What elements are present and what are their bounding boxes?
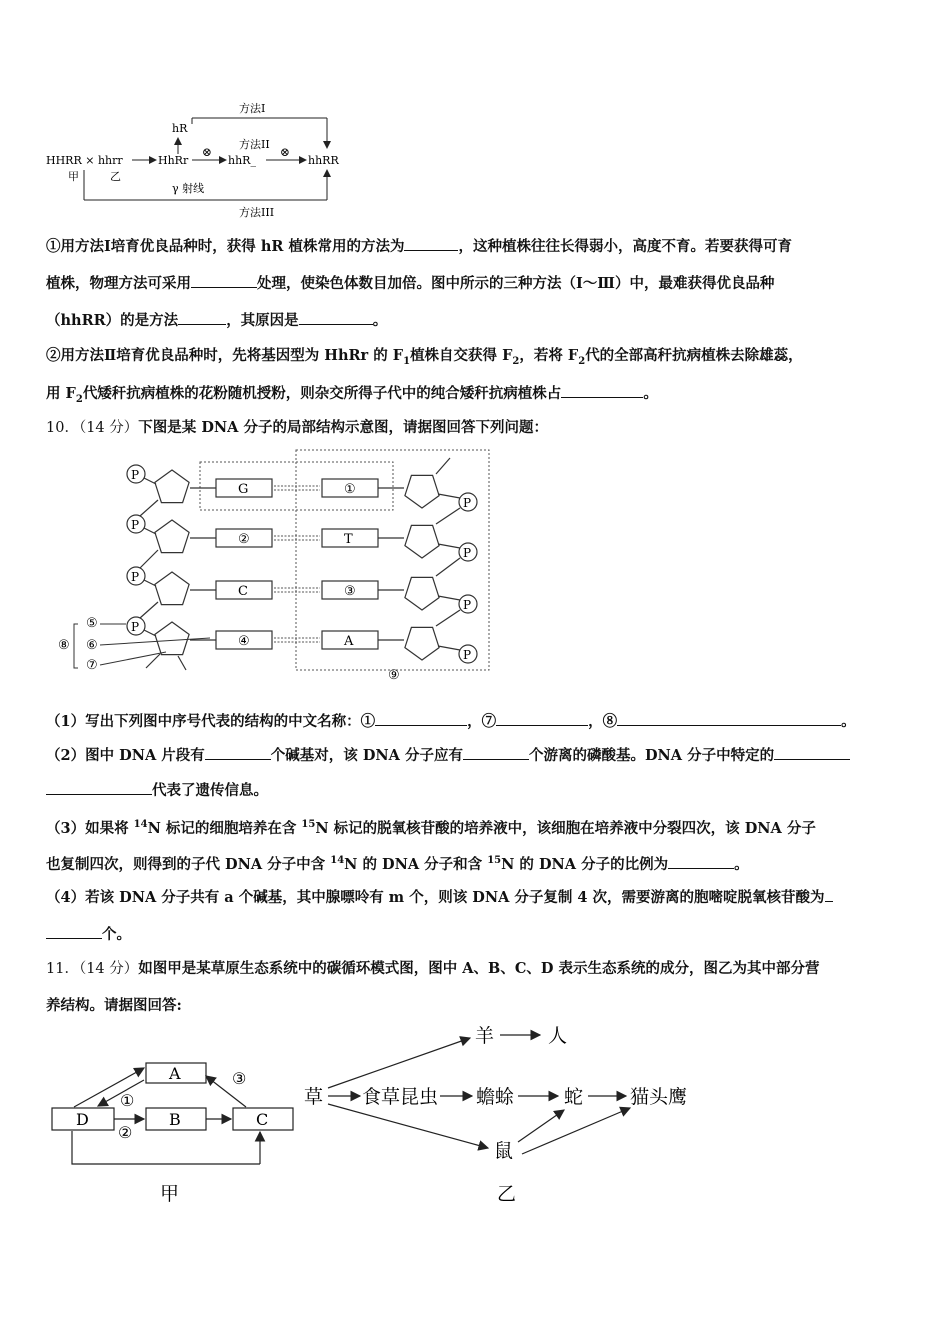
breeding-diagram <box>44 96 364 222</box>
circle-1: ① <box>120 1091 135 1110</box>
sugar-right <box>405 475 439 508</box>
phosphate-label: P <box>463 496 472 510</box>
sugar-left <box>155 622 189 655</box>
bond-left <box>144 630 156 636</box>
label-5: ⑤ <box>86 616 98 631</box>
q10-sub4: （4）若该 DNA 分子共有 a 个碱基，其中腺嘌呤有 m 个，则该 DNA 分子复制 4 次，需要游离的胞嘧啶脱氧核苷酸为 <box>46 887 833 908</box>
node-grass: 草 <box>304 1086 324 1108</box>
self-symbol-2: ⊗ <box>280 145 291 159</box>
q10-blank-4[interactable] <box>205 745 271 760</box>
base-left-label: ② <box>238 532 250 547</box>
q9-line3: （hhRR）的是方法 ，其原因是 。 <box>46 312 388 329</box>
bond-right <box>438 646 460 650</box>
label-6: ⑥ <box>86 638 98 653</box>
base-right-label: A <box>344 634 354 649</box>
sugar-right <box>405 577 439 610</box>
backbone-left-bottom <box>178 656 186 670</box>
bond-right <box>438 494 460 498</box>
q9-line1: ①用方法Ⅰ培育优良品种时，获得 hR 植株常用的方法为 ，这种植株往往长得弱小，高度不育。若要获得可育 <box>46 238 792 255</box>
phosphate-label: P <box>131 620 140 634</box>
self-symbol-1: ⊗ <box>202 145 213 159</box>
label-7: ⑦ <box>86 658 98 673</box>
q10-heading: 10．（14 分）下图是某 DNA 分子的局部结构示意图，请据图回答下列问题： <box>46 419 548 436</box>
backbone-right <box>436 558 460 576</box>
base-left-label: ④ <box>238 634 250 649</box>
backbone-left <box>140 550 158 568</box>
q10-sub2: （2）图中 DNA 片段有 个碱基对，该 DNA 分子应有 个游离的磷酸基。DNA 分子中特定的 <box>46 745 850 766</box>
q9-line5: 用 $F_2$代矮秆抗病植株的花粉随机授粉，则杂交所得子代中的纯合矮秆抗病植株占 。 <box>46 385 658 405</box>
backbone-left <box>140 602 158 618</box>
backbone-left-bottom <box>146 654 160 668</box>
gamma-label: γ 射线 <box>172 182 205 195</box>
phosphate-label: P <box>131 518 140 532</box>
label-A: A <box>169 1064 181 1083</box>
sugar-left <box>155 470 189 503</box>
node-sheep: 羊 <box>475 1025 495 1047</box>
q10-blank-9[interactable] <box>46 924 102 939</box>
bond-left <box>144 580 156 586</box>
base-right-label: ③ <box>344 584 356 599</box>
hhR-label: hhR_ <box>228 154 256 167</box>
left-strand <box>127 465 320 670</box>
circle-2: ② <box>118 1123 133 1142</box>
backbone-right <box>436 508 460 524</box>
method1-label: 方法I <box>239 102 266 115</box>
label-B: B <box>169 1110 181 1129</box>
sugar-left <box>155 572 189 605</box>
q9-line4: ②用方法Ⅱ培育优良品种时，先将基因型为 HhRr 的 $F_1$植株自交获得 $F_2$，若将 $F_2$代的全部高秆抗病植株去除雄蕊， <box>46 347 803 367</box>
q9-blank-2[interactable] <box>191 273 257 288</box>
node-owl: 猫头鹰 <box>630 1086 688 1108</box>
q9-blank-3[interactable] <box>178 310 226 325</box>
phosphate-label: P <box>463 598 472 612</box>
q10-blank-9a[interactable] <box>825 887 833 902</box>
sugar-left <box>155 520 189 553</box>
dna-structure-diagram <box>50 446 500 686</box>
phosphate-label: P <box>131 570 140 584</box>
label-D: D <box>76 1110 89 1129</box>
q10-blank-2[interactable] <box>496 711 588 726</box>
q10-blank-6[interactable] <box>774 745 850 760</box>
node-mouse: 鼠 <box>494 1140 514 1162</box>
q10-sub3b: 也复制四次，则得到的子代 DNA 分子中含 $^{14}$N 的 DNA 分子和含 $^{15}$N 的 DNA 分子的比例为 。 <box>46 855 749 873</box>
food-web-diagram <box>300 1016 720 1210</box>
circle-3: ③ <box>232 1069 247 1088</box>
q10-sub3: （3）如果将 $^{14}$N 标记的细胞培养在含 $^{15}$N 标记的脱氧核苷酸的培养液中，该细胞在培养液中分裂四次，该 DNA 分子 <box>46 819 816 837</box>
phosphate-label: P <box>463 648 472 662</box>
q10-blank-7[interactable] <box>46 780 152 795</box>
carbon-cycle-diagram <box>46 1052 306 1212</box>
q9-blank-1[interactable] <box>404 236 458 251</box>
cross-label: HHRR × hhrr <box>46 154 123 167</box>
q9-line2: 植株，物理方法可采用 处理，使染色体数目加倍。图中所示的三种方法（Ⅰ～Ⅲ）中，最难获得优良品种 <box>46 275 775 292</box>
bond-right <box>438 596 460 600</box>
backbone-right <box>436 610 460 626</box>
q10-sub2b: 代表了遗传信息。 <box>46 780 268 801</box>
q9-blank-5[interactable] <box>561 383 643 398</box>
backbone-right-top <box>436 458 450 474</box>
label-9: ⑨ <box>388 668 400 683</box>
bond-left <box>144 528 156 534</box>
jia-label: 甲 <box>68 170 79 183</box>
result-label: hhRR <box>308 154 339 167</box>
q10-blank-1[interactable] <box>375 711 467 726</box>
q10-blank-3[interactable] <box>617 711 841 726</box>
sugar-right <box>405 525 439 558</box>
q11-heading-2: 养结构。请据图回答: <box>46 997 182 1014</box>
bond-left <box>144 478 156 484</box>
q10-blank-5[interactable] <box>463 745 529 760</box>
q10-blank-8[interactable] <box>668 854 734 869</box>
f1-label: HhRr <box>158 154 189 167</box>
q11-heading: 11．（14 分）如图甲是某草原生态系统中的碳循环模式图，图中 A、B、C、D 表示生态系统的成分，图乙为其中部分营 <box>46 960 820 977</box>
q9-blank-4[interactable] <box>299 310 373 325</box>
node-toad: 蟾蜍 <box>476 1086 515 1108</box>
label-C: C <box>256 1110 269 1129</box>
right-strand <box>322 458 477 663</box>
node-insect: 食草昆虫 <box>362 1086 439 1108</box>
label-8: ⑧ <box>58 638 70 653</box>
method3-label: 方法III <box>239 206 275 219</box>
bond-right <box>438 544 460 548</box>
q10-sub4b: 个。 <box>46 924 131 945</box>
phosphate-label: P <box>131 468 140 482</box>
node-human: 人 <box>548 1025 568 1047</box>
hR-label: hR <box>172 122 188 135</box>
base-left-label: C <box>238 584 248 599</box>
q10-sub1: （1）写出下列图中序号代表的结构的中文名称：① ，⑦ ，⑧ 。 <box>46 713 856 730</box>
base-right-label: ① <box>344 482 356 497</box>
backbone-left <box>140 500 158 516</box>
method2-label: 方法II <box>239 138 270 151</box>
caption-yi: 乙 <box>497 1183 517 1205</box>
sugar-right <box>405 627 439 660</box>
caption-jia: 甲 <box>160 1183 180 1205</box>
base-right-label: T <box>344 532 353 547</box>
node-snake: 蛇 <box>564 1086 584 1108</box>
phosphate-label: P <box>463 546 472 560</box>
yi-label: 乙 <box>110 170 121 183</box>
base-left-label: G <box>238 482 249 497</box>
